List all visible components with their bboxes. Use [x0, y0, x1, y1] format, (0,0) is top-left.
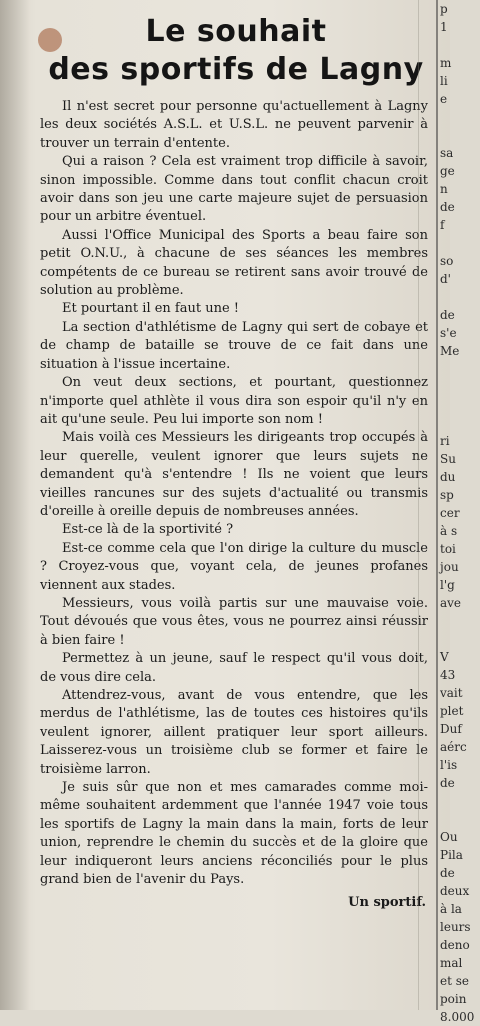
paragraph: Est-ce comme cela que l'on dirige la culture du muscle ? Croyez-vous que, voyant cela, de jeunes profanes viennent aux stades.: [40, 540, 428, 593]
article-signature: Un sportif.: [348, 895, 426, 911]
neighbor-line-fragment: Pila: [440, 848, 463, 862]
neighbor-line-fragment: toi: [440, 542, 456, 556]
neighbor-line-fragment: poin: [440, 992, 467, 1006]
neighbor-line-fragment: 8.000: [440, 1010, 475, 1024]
neighbor-line-fragment: ge: [440, 164, 455, 178]
neighbor-line-fragment: 43: [440, 668, 456, 682]
neighbor-line-fragment: s'e: [440, 326, 457, 340]
paragraph: Aussi l'Office Municipal des Sports a beau faire son petit O.N.U., à chacune de ses séances les membres compétents de ce bureau se retirent sans avoir trouvé de solution au problème.: [40, 227, 428, 299]
page-shadow: [0, 0, 30, 1010]
paragraph: Qui a raison ? Cela est vraiment trop difficile à savoir, sinon impossible. Comme dans tout conflit chacun croit avoir dans son jeu une carte majeure sujet de persuasion pour un arbitre éventuel.: [40, 154, 428, 225]
neighbor-line-fragment: de: [440, 200, 455, 214]
neighbor-line-fragment: ri: [440, 434, 450, 448]
neighbor-line-fragment: l'is: [440, 758, 458, 772]
paragraph: Il n'est secret pour personne qu'actuellement à Lagny les deux sociétés A.S.L. et U.S.L. ne peuvent parvenir à trouver un terrain d'entente.: [40, 99, 428, 151]
neighbor-line-fragment: so: [440, 254, 454, 268]
neighbor-line-fragment: [440, 396, 480, 414]
neighbor-line-fragment: p: [440, 2, 448, 16]
article-body: [40, 98, 432, 889]
paragraph: Je suis sûr que non et mes camarades comme moi-même souhaitent ardemment que l'année 1947 voie tous les sportifs de Lagny la main dans la main, forts de leur union, reprendre le chemin du succès et de la gloire que leur indiqueront leurs anciens réconciliés pour le plus grand bien de l'avenir du Pays.: [40, 780, 428, 888]
neighbor-line-fragment: [440, 378, 480, 396]
neighbor-line-fragment: [440, 36, 480, 54]
neighbor-line-fragment: [440, 126, 480, 144]
neighbor-line-fragment: du: [440, 470, 456, 484]
paragraph: Attendrez-vous, avant de vous entendre, que les merdus de l'athlétisme, las de toutes ces histoires qu'ils veulent ignorer, aillent pratiquer leur sport ailleurs. Laisserez-vous un troisième club se former et faire le troisième larron.: [40, 688, 428, 777]
neighbor-line-fragment: deno: [440, 938, 470, 952]
neighbor-line-fragment: [440, 360, 480, 378]
neighbor-line-fragment: V: [440, 650, 449, 664]
neighbor-line-fragment: m: [440, 56, 452, 70]
neighbor-column-fragment: [440, 0, 480, 1024]
paragraph: La section d'athlétisme de Lagny qui sert de cobaye et de champ de bataille se trouve de ce fait dans une situation à l'issue incertaine.: [40, 319, 428, 372]
neighbor-line-fragment: de: [440, 776, 455, 790]
paragraph: Mais voilà ces Messieurs les dirigeants trop occupés à leur querelle, veulent ignorer que leurs sujets ne demandent qu'à s'entendre ! Ils ne voient que leurs vieilles rancunes sur des sujets d'actualité ou transmis d'oreille à oreille depuis de nombreuses années.: [40, 430, 428, 519]
neighbor-line-fragment: sp: [440, 488, 454, 502]
neighbor-line-fragment: d': [440, 272, 451, 286]
article-title: [40, 12, 432, 90]
neighbor-line-fragment: à la: [440, 902, 462, 916]
neighbor-line-fragment: jou: [440, 560, 459, 574]
neighbor-line-fragment: l'g: [440, 578, 455, 592]
neighbor-line-fragment: leurs: [440, 920, 471, 934]
neighbor-line-fragment: ave: [440, 596, 462, 610]
neighbor-line-fragment: f: [440, 218, 445, 232]
neighbor-line-fragment: de: [440, 308, 455, 322]
neighbor-line-fragment: [440, 810, 480, 828]
neighbor-line-fragment: cer: [440, 506, 460, 520]
neighbor-line-fragment: [440, 414, 480, 432]
neighbor-line-fragment: [440, 612, 480, 630]
neighbor-line-fragment: [440, 630, 480, 648]
neighbor-line-fragment: Su: [440, 452, 456, 466]
article-column: [40, 0, 432, 1010]
neighbor-line-fragment: de: [440, 866, 455, 880]
neighbor-line-fragment: aérc: [440, 740, 467, 754]
neighbor-line-fragment: li: [440, 74, 448, 88]
neighbor-line-fragment: 1: [440, 20, 448, 34]
paragraph: Est-ce là de la sportivité ?: [62, 522, 234, 538]
neighbor-line-fragment: mal: [440, 956, 463, 970]
neighbor-line-fragment: sa: [440, 146, 454, 160]
column-divider: [436, 0, 438, 1010]
title-line-2: des sportifs de Lagny: [48, 52, 424, 87]
neighbor-line-fragment: [440, 108, 480, 126]
title-line-1: Le souhait: [145, 14, 327, 49]
neighbor-line-fragment: plet: [440, 704, 464, 718]
paragraph: Permettez à un jeune, sauf le respect qu'il vous doit, de vous dire cela.: [40, 651, 428, 685]
neighbor-line-fragment: n: [440, 182, 448, 196]
paragraph: Et pourtant il en faut une !: [62, 301, 240, 317]
neighbor-line-fragment: deux: [440, 884, 470, 898]
paragraph: Messieurs, vous voilà partis sur une mauvaise voie. Tout dévoués que vous êtes, vous ne pourrez ainsi réussir à bien faire !: [40, 595, 428, 648]
neighbor-line-fragment: vait: [440, 686, 463, 700]
neighbor-line-fragment: Me: [440, 344, 460, 358]
paragraph: On veut deux sections, et pourtant, questionnez n'importe quel athlète il vous dira son espoir qu'il n'y en ait qu'une seule. Peu lui importe son nom !: [40, 375, 428, 427]
column-divider-faint: [418, 0, 419, 1010]
neighbor-line-fragment: et se: [440, 974, 469, 988]
neighbor-line-fragment: e: [440, 92, 448, 106]
neighbor-line-fragment: [440, 792, 480, 810]
neighbor-line-fragment: à s: [440, 524, 458, 538]
neighbor-line-fragment: [440, 288, 480, 306]
neighbor-line-fragment: Duf: [440, 722, 462, 736]
neighbor-line-fragment: [440, 234, 480, 252]
neighbor-line-fragment: Ou: [440, 830, 458, 844]
